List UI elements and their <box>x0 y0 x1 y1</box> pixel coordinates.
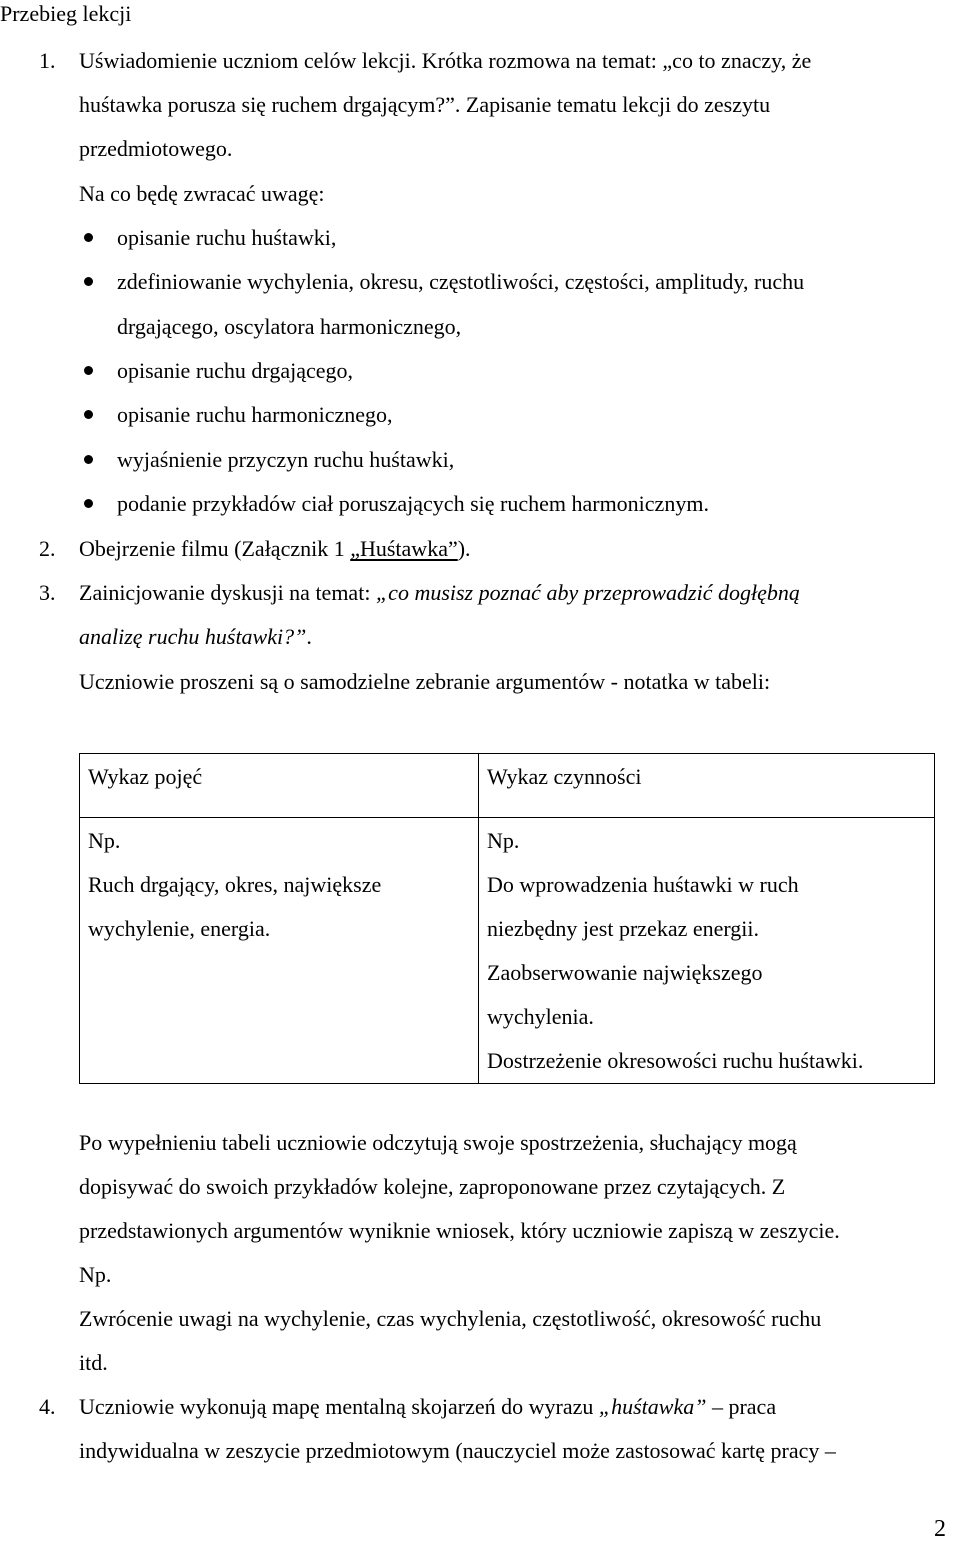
after-table-line-1: Po wypełnieniu tabeli uczniowie odczytują swoje spostrzeżenia, słuchający mogą <box>79 1130 797 1155</box>
table-cell-concepts <box>80 818 479 1084</box>
item3-line2-suffix: . <box>306 624 312 649</box>
after-table-line-6: itd. <box>79 1350 108 1375</box>
cell-line: wychylenie, energia. <box>88 916 271 941</box>
after-table-line-5: Zwrócenie uwagi na wychylenie, czas wychylenia, częstotliwość, okresowość ruchu <box>79 1306 822 1331</box>
bullet-item-4: opisanie ruchu harmonicznego, <box>117 402 393 427</box>
cell-line: Zaobserwowanie największego <box>487 960 763 985</box>
item2-suffix: ). <box>457 536 471 561</box>
notes-table <box>79 753 935 1084</box>
item2-prefix: Obejrzenie filmu (Załącznik 1 <box>79 536 351 561</box>
bullet-item-2: zdefiniowanie wychylenia, okresu, częstotliwości, częstości, amplitudy, ruchu <box>117 269 805 294</box>
film-attachment-link[interactable]: „Huśtawka” <box>350 536 458 561</box>
cell-line: Dostrzeżenie okresowości ruchu huśtawki. <box>487 1048 864 1073</box>
list-number-4: 4. <box>39 1394 56 1419</box>
list-number-1: 1. <box>39 48 56 73</box>
bullet-item-3: opisanie ruchu drgającego, <box>117 358 354 383</box>
after-table-line-4: Np. <box>79 1262 112 1287</box>
after-table-line-3: przedstawionych argumentów wyniknie wniosek, który uczniowie zapiszą w zeszycie. <box>79 1218 840 1243</box>
item3-question-part2: analizę ruchu huśtawki?” <box>79 624 307 649</box>
cell-line: niezbędny jest przekaz energii. <box>487 916 760 941</box>
bullet-icon <box>84 277 93 286</box>
cell-line: Np. <box>487 828 520 853</box>
table-header-activities: Wykaz czynności <box>479 754 935 818</box>
item3-line-2 <box>79 623 312 651</box>
item1-intro: Na co będę zwracać uwagę: <box>79 181 325 206</box>
cell-line: Np. <box>88 828 121 853</box>
cell-line: Do wprowadzenia huśtawki w ruch <box>487 872 799 897</box>
cell-line: Ruch drgający, okres, największe <box>88 872 382 897</box>
table-header-row <box>80 754 935 818</box>
bullet-icon <box>84 499 93 508</box>
item4-line-2: indywidualna w zeszycie przedmiotowym (nauczyciel może zastosować kartę pracy – <box>79 1438 836 1463</box>
item4-prefix: Uczniowie wykonują mapę mentalną skojarzeń do wyrazu <box>79 1394 599 1419</box>
bullet-icon <box>84 455 93 464</box>
item3-line-1 <box>79 579 800 607</box>
bullet-item-6: podanie przykładów ciał poruszających się ruchem harmonicznym. <box>117 491 709 516</box>
item1-line-1: Uświadomienie uczniom celów lekcji. Krótka rozmowa na temat: „co to znaczy, że <box>79 48 812 73</box>
after-table-line-2: dopisywać do swoich przykładów kolejne, zaproponowane przez czytających. Z <box>79 1174 786 1199</box>
item3-prefix: Zainicjowanie dyskusji na temat: <box>79 580 376 605</box>
item4-suffix: – praca <box>706 1394 777 1419</box>
page-number: 2 <box>934 1516 946 1542</box>
cell-line: wychylenia. <box>487 1004 594 1029</box>
table-header-concepts: Wykaz pojęć <box>80 754 479 818</box>
item3-line-3: Uczniowie proszeni są o samodzielne zebranie argumentów - notatka w tabeli: <box>79 669 771 694</box>
section-heading: Przebieg lekcji <box>0 1 132 26</box>
item1-line-2: huśtawka porusza się ruchem drgającym?”. Zapisanie tematu lekcji do zeszytu <box>79 92 771 117</box>
list-number-3: 3. <box>39 580 56 605</box>
item4-keyword: „huśtawka” <box>598 1394 707 1419</box>
bullet-item-2-continuation: drgającego, oscylatora harmonicznego, <box>117 314 462 339</box>
list-number-2: 2. <box>39 536 56 561</box>
table-cell-activities <box>479 818 935 1084</box>
bullet-item-5: wyjaśnienie przyczyn ruchu huśtawki, <box>117 447 455 472</box>
item1-line-3: przedmiotowego. <box>79 136 233 161</box>
table-row <box>80 818 935 1084</box>
bullet-icon <box>84 366 93 375</box>
bullet-icon <box>84 233 93 242</box>
item4-line-1 <box>79 1393 776 1421</box>
item3-question-part1: „co musisz poznać aby przeprowadzić dogłębną <box>375 580 800 605</box>
bullet-item-1: opisanie ruchu huśtawki, <box>117 225 337 250</box>
bullet-icon <box>84 410 93 419</box>
item2-line <box>79 535 471 563</box>
